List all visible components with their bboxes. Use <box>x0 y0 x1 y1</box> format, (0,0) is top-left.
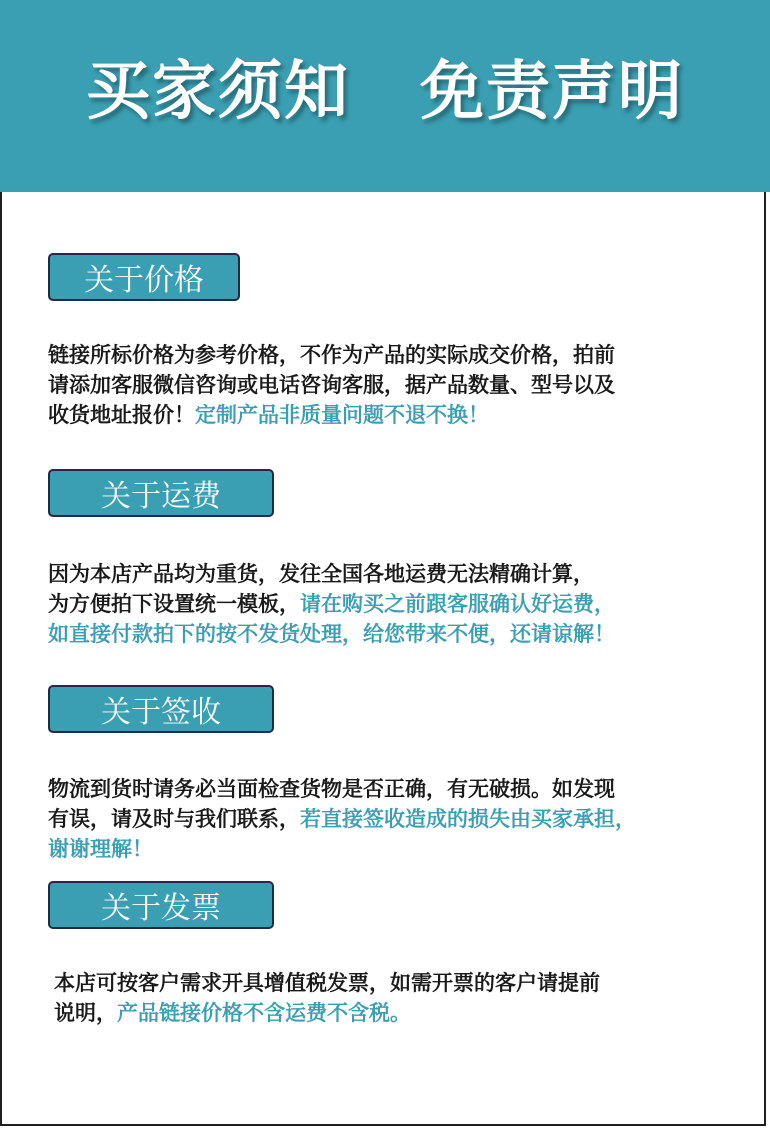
title-buyer-notice: 买家须知 <box>86 55 350 129</box>
text-line: 链接所标价格为参考价格，不作为产品的实际成交价格，拍前 <box>48 343 615 367</box>
header-banner <box>0 0 770 192</box>
text-line: 本店可按客户需求开具增值税发票，如需开票的客户请提前 <box>54 971 600 995</box>
text-line: 谢谢理解！ <box>48 837 153 861</box>
text-line: 为方便拍下设置统一模板，请在购买之前跟客服确认好运费， <box>48 592 615 616</box>
section-tag-invoice: 关于发票 <box>48 881 274 929</box>
page-title <box>0 40 770 132</box>
text-line: 如直接付款拍下的按不发货处理，给您带来不便，还请谅解！ <box>48 622 615 646</box>
text-line: 请添加客服微信咨询或电话咨询客服，据产品数量、型号以及 <box>48 373 615 397</box>
section-tag-price: 关于价格 <box>48 253 240 301</box>
section-tag-receipt: 关于签收 <box>48 685 274 733</box>
text-line: 有误，请及时与我们联系，若直接签收造成的损失由买家承担， <box>48 807 636 831</box>
section-text-receipt <box>48 774 636 864</box>
text-line: 物流到货时请务必当面检查货物是否正确，有无破损。如发现 <box>48 777 615 801</box>
section-text-shipping <box>48 559 615 649</box>
section-text-invoice <box>54 968 600 1028</box>
text-line: 因为本店产品均为重货，发往全国各地运费无法精确计算， <box>48 562 594 586</box>
section-tag-shipping: 关于运费 <box>48 469 274 517</box>
text-line: 收货地址报价！定制产品非质量问题不退不换！ <box>48 403 489 427</box>
section-text-price <box>48 340 615 430</box>
text-line: 说明，产品链接价格不含运费不含税。 <box>54 1001 411 1025</box>
title-disclaimer: 免责声明 <box>420 55 684 129</box>
